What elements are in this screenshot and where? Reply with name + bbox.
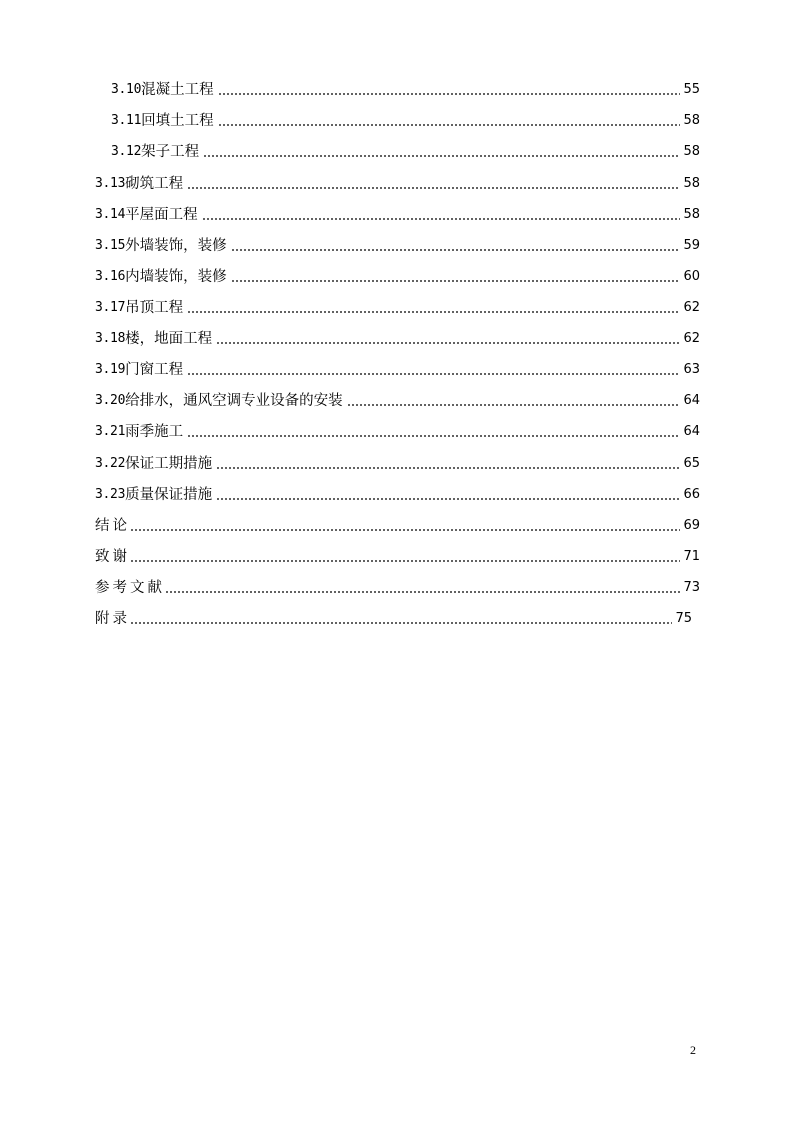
toc-number: 3.11 — [111, 113, 142, 128]
toc-entry-3-21[interactable] — [95, 418, 700, 440]
toc-number: 3.20 — [95, 393, 126, 408]
dot-leader — [187, 187, 680, 189]
toc-entry-3-19[interactable] — [95, 356, 700, 378]
dot-leader — [202, 218, 681, 220]
toc-number: 3.12 — [111, 144, 142, 159]
toc-entry-3-20[interactable] — [95, 387, 700, 409]
dot-leader — [347, 404, 681, 406]
dot-leader — [130, 622, 672, 624]
toc-entry-3-17[interactable] — [95, 294, 700, 316]
toc-title: 架子工程 — [141, 144, 200, 160]
toc-entry-3-23[interactable] — [95, 481, 700, 503]
dot-leader — [218, 124, 681, 126]
toc-page: 73 — [683, 580, 700, 595]
toc-entry-3-12[interactable] — [111, 138, 700, 160]
toc-entry-appendix[interactable] — [95, 605, 692, 627]
dot-leader — [231, 280, 681, 282]
toc-entry-3-10[interactable] — [111, 76, 700, 98]
toc-number: 3.21 — [95, 424, 126, 439]
dot-leader — [187, 435, 680, 437]
toc-number: 3.14 — [95, 207, 126, 222]
toc-page: 62 — [683, 300, 700, 315]
toc-title: 附录 — [95, 611, 130, 627]
toc-title: 吊顶工程 — [125, 300, 184, 316]
toc-title: 回填土工程 — [141, 113, 214, 129]
dot-leader — [130, 529, 680, 531]
toc-page: 66 — [683, 487, 700, 502]
toc-number: 3.23 — [95, 487, 126, 502]
toc-page: 58 — [683, 113, 700, 128]
dot-leader — [165, 591, 680, 593]
toc-entry-3-22[interactable] — [95, 450, 700, 472]
toc-entry-3-13[interactable] — [95, 170, 700, 192]
toc-title: 砌筑工程 — [125, 176, 184, 192]
toc-number: 3.15 — [95, 238, 126, 253]
toc-entry-3-11[interactable] — [111, 107, 700, 129]
toc-title: 平屋面工程 — [125, 207, 198, 223]
toc-page: 64 — [683, 424, 700, 439]
toc-title: 参考文献 — [95, 580, 165, 596]
toc-entry-3-18[interactable] — [95, 325, 700, 347]
toc-entry-3-16[interactable] — [95, 263, 700, 285]
dot-leader — [231, 249, 681, 251]
toc-page: 69 — [683, 518, 700, 533]
toc-title: 楼，地面工程 — [125, 331, 213, 347]
toc-title: 保证工期措施 — [125, 456, 213, 472]
toc-title: 内墙装饰，装修 — [125, 269, 227, 285]
toc-number: 3.16 — [95, 269, 126, 284]
dot-leader — [216, 467, 680, 469]
toc-entry-references[interactable] — [95, 574, 700, 596]
toc-entry-conclusion[interactable] — [95, 512, 700, 534]
toc-page: 63 — [683, 362, 700, 377]
toc-entry-3-15[interactable] — [95, 232, 700, 254]
toc-page: 59 — [683, 238, 700, 253]
toc-title: 门窗工程 — [125, 362, 184, 378]
dot-leader — [187, 373, 680, 375]
toc-page: 58 — [683, 207, 700, 222]
dot-leader — [216, 342, 680, 344]
toc-title: 质量保证措施 — [125, 487, 213, 503]
toc-number: 3.18 — [95, 331, 126, 346]
toc-entry-acknowledgements[interactable] — [95, 543, 700, 565]
toc-entry-3-14[interactable] — [95, 201, 700, 223]
page-number: 2 — [690, 1043, 696, 1057]
toc-page: 62 — [683, 331, 700, 346]
dot-leader — [130, 560, 680, 562]
toc-title: 给排水，通风空调专业设备的安装 — [125, 393, 343, 409]
dot-leader — [216, 498, 680, 500]
dot-leader — [218, 93, 681, 95]
toc-title: 结论 — [95, 518, 130, 534]
toc-page: 60 — [683, 269, 700, 284]
toc-page: 58 — [683, 176, 700, 191]
toc-page: 71 — [683, 549, 700, 564]
toc-number: 3.19 — [95, 362, 126, 377]
toc-page: 58 — [683, 144, 700, 159]
toc-title: 混凝土工程 — [141, 82, 214, 98]
toc-title: 雨季施工 — [125, 424, 184, 440]
toc-title: 外墙装饰，装修 — [125, 238, 227, 254]
toc-page: 55 — [683, 82, 700, 97]
dot-leader — [203, 155, 680, 157]
toc-number: 3.10 — [111, 82, 142, 97]
toc-page: 64 — [683, 393, 700, 408]
dot-leader — [187, 311, 680, 313]
toc-number: 3.22 — [95, 456, 126, 471]
toc-page: 75 — [675, 611, 692, 626]
toc-title: 致谢 — [95, 549, 130, 565]
toc-number: 3.13 — [95, 176, 126, 191]
toc-page: 65 — [683, 456, 700, 471]
toc-number: 3.17 — [95, 300, 126, 315]
